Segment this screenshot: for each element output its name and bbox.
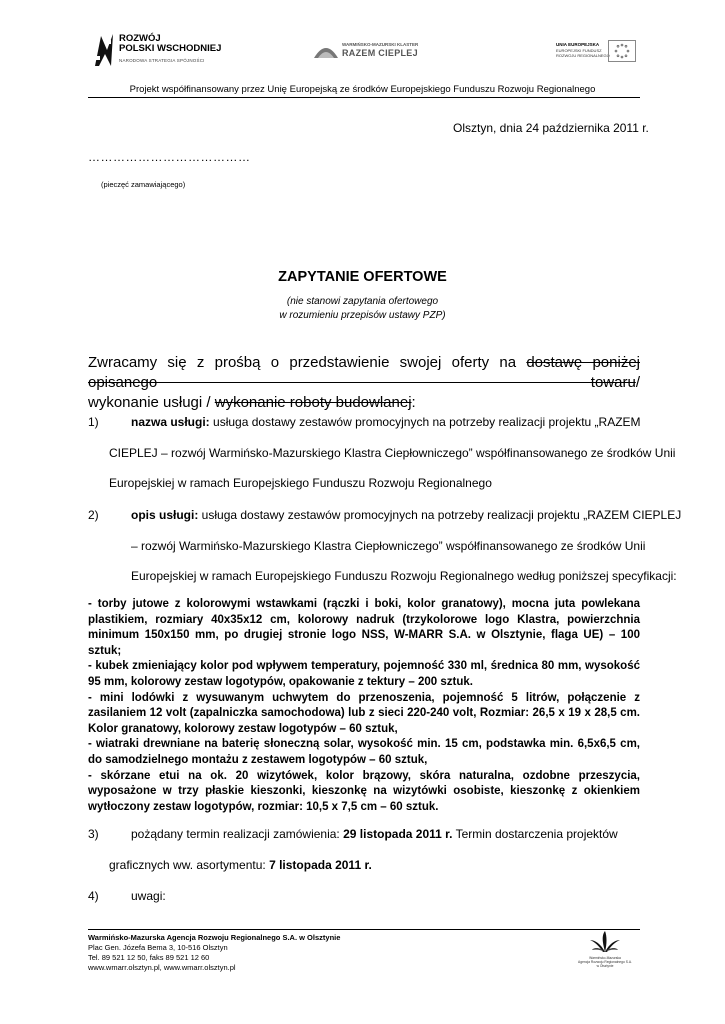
footer-company: Warmińsko-Mazurska Agencja Rozwoju Regionalnego S.A. w Olsztynie	[88, 933, 341, 942]
item2-label: opis usługi:	[131, 508, 199, 522]
rpw-logo-title	[119, 34, 221, 54]
item1-first-line	[131, 415, 641, 429]
wmarr-logo	[575, 930, 635, 972]
document-date: Olsztyn, dnia 24 października 2011 r.	[453, 121, 649, 135]
rpw-logo-subtitle: NARODOWA STRATEGIA SPÓJNOŚCI	[119, 58, 205, 63]
item2-text2: – rozwój Warmińsko-Mazurskiego Klastra Ciepłowniczego” współfinansowanego ze środków Unii	[131, 539, 646, 553]
razem-cieplej-logo	[312, 40, 422, 64]
klaster-emblem-icon	[312, 42, 340, 60]
intro-slash: /	[635, 374, 640, 391]
title-note-line1: (nie stanowi zapytania ofertowego	[286, 296, 439, 307]
ue-logo-line2: EUROPEJSKI FUNDUSZ	[556, 48, 602, 53]
footer-phone: Tel. 89 521 12 50, faks 89 521 12 60	[88, 953, 210, 962]
item3-second-line	[109, 858, 372, 872]
wmarr-logo-line3: w Olsztynie	[596, 964, 614, 968]
rozwoj-polski-wschodniej-logo	[93, 30, 233, 74]
wmarr-logo-caption	[575, 956, 635, 968]
project-cofinancing-note: Projekt współfinansowany przez Unię Europejską ze środków Europejskiego Funduszu Rozwoju Regionalnego	[129, 84, 596, 95]
item3-text3: graficznych ww. asortymentu:	[109, 858, 270, 872]
klaster-logo-line1: WARMIŃSKO-MAZURSKI KLASTER	[342, 42, 419, 47]
spec-item: - skórzane etui na ok. 20 wizytówek, kolor brązowy, skóra naturalna, ozdobne przeszycia, wyposażone w trzy płaskie kieszonki, kieszonkę na wizytówki osobiste, kieszonkę z okienkiem wytłoczony zestaw logotypów, rozmiar: 10,5 x 7,5 cm – 60 sztuk.	[88, 769, 640, 813]
item2-first-line	[131, 508, 681, 522]
item3-projects-deadline: 7 listopada 2011 r.	[269, 858, 372, 872]
item1-text2: CIEPLEJ – rozwój Warmińsko-Mazurskiego Klastra Ciepłowniczego” współfinansowanego ze środków Unii	[109, 446, 676, 460]
eu-flag-icon	[608, 40, 636, 62]
ue-logo-line3: ROZWOJU REGIONALNEGO	[556, 53, 610, 58]
intro-text2: wykonanie usługi /	[88, 394, 215, 411]
wmarr-logo-line2: Agencja Rozwoju Regionalnego S.A.	[578, 960, 632, 964]
wmarr-logo-line1: Warmińsko-Mazurska	[589, 956, 621, 960]
title-note-line2: w rozumieniu przepisów ustawy PZP)	[279, 310, 446, 321]
stamp-dotted-line: …………………………………	[88, 150, 251, 164]
ue-logo-fund	[556, 48, 610, 58]
item2-text1: usługa dostawy zestawów promocyjnych na potrzeby realizacji projektu „RAZEM CIEPLEJ	[198, 508, 682, 522]
item3-text1: pożądany termin realizacji zamówienia:	[131, 827, 344, 841]
intro-line2	[88, 393, 640, 413]
intro-struck-works: wykonanie roboty budowlanej	[214, 394, 412, 411]
footer-website: www.wmarr.olsztyn.pl, www.wmarr.olsztyn.pl	[88, 963, 236, 972]
rpw-logo-line1: ROZWÓJ	[119, 33, 161, 44]
spec-item: - mini lodówki z wysuwanym uchwytem do przenoszenia, pojemność 5 litrów, połączenie z zasilaniem 12 volt (zapalniczka samochodowa) lub z sieci 220-240 volt, Rozmiar: 26,5 x 19 x 28,5 cm. Kolor granatowy, kolorowy zestaw logotypów – 60 sztuk,	[88, 691, 640, 735]
header-divider	[88, 97, 640, 98]
footer-divider	[88, 929, 640, 930]
rpw-emblem-icon	[93, 32, 115, 68]
footer-address: Plac Gen. Józefa Bema 3, 10-516 Olsztyn	[88, 943, 228, 952]
item1-label: nazwa usługi:	[131, 415, 210, 429]
stamp-label: (pieczęć zamawiającego)	[101, 180, 186, 189]
item4-label: uwagi:	[131, 889, 166, 903]
intro-text1: Zwracamy się z prośbą o przedstawienie swojej oferty na	[88, 354, 527, 371]
item3-first-line	[131, 827, 618, 841]
rpw-logo-line2: POLSKI WSCHODNIEJ	[119, 43, 222, 54]
spec-item: - wiatraki drewniane na baterię słoneczną solar, wysokość min. 15 cm, podstawka min. 6,5x6,5 cm, do samodzielnego montażu z zestawem logotypów – 60 sztuk,	[88, 738, 640, 766]
intro-line1	[88, 353, 640, 393]
klaster-logo-line2: RAZEM CIEPLEJ	[342, 48, 418, 58]
ue-logo-line1: UNIA EUROPEJSKA	[556, 42, 600, 47]
wmarr-emblem-icon	[589, 930, 621, 954]
item1-text3: Europejskiej w ramach Europejskiego Funduszu Rozwoju Regionalnego	[109, 476, 492, 490]
item2-number: 2)	[88, 508, 99, 522]
intro-struck-goods: dostawę poniżej opisanego towaru	[88, 354, 640, 391]
footer-contact	[88, 933, 340, 973]
intro-paragraph	[88, 353, 640, 413]
spec-item: - torby jutowe z kolorowymi wstawkami (rączki i boki, kolor granatowy), mocna juta powlekana plastikiem, rozmiary 40x35x12 cm, kolorowy nadruk (trzykolorowe logo Klastra, powierzchnia minimum 150x150 mm, po drugiej stronie logo NSS, W-MARR S.A. w Olsztynie, flaga UE) – 100 sztuk;	[88, 598, 640, 657]
item2-text3: Europejskiej w ramach Europejskiego Funduszu Rozwoju Regionalnego według poniższej specyfikacji:	[131, 569, 677, 583]
specification-list	[88, 597, 640, 815]
item1-number: 1)	[88, 415, 99, 429]
spec-item: - kubek zmieniający kolor pod wpływem temperatury, pojemność 330 ml, średnica 80 mm, wysokość 95 mm, kolorowy zestaw logotypów, opakowanie z tektury – 200 sztuk.	[88, 660, 640, 688]
unia-europejska-logo	[556, 40, 636, 64]
item3-text2: Termin dostarczenia projektów	[452, 827, 618, 841]
document-title: ZAPYTANIE OFERTOWE	[278, 269, 447, 285]
item3-number: 3)	[88, 827, 99, 841]
item3-deadline: 29 listopada 2011 r.	[343, 827, 453, 841]
intro-colon: :	[411, 394, 416, 411]
item4-number: 4)	[88, 889, 99, 903]
item1-text1: usługa dostawy zestawów promocyjnych na potrzeby realizacji projektu „RAZEM	[209, 415, 641, 429]
